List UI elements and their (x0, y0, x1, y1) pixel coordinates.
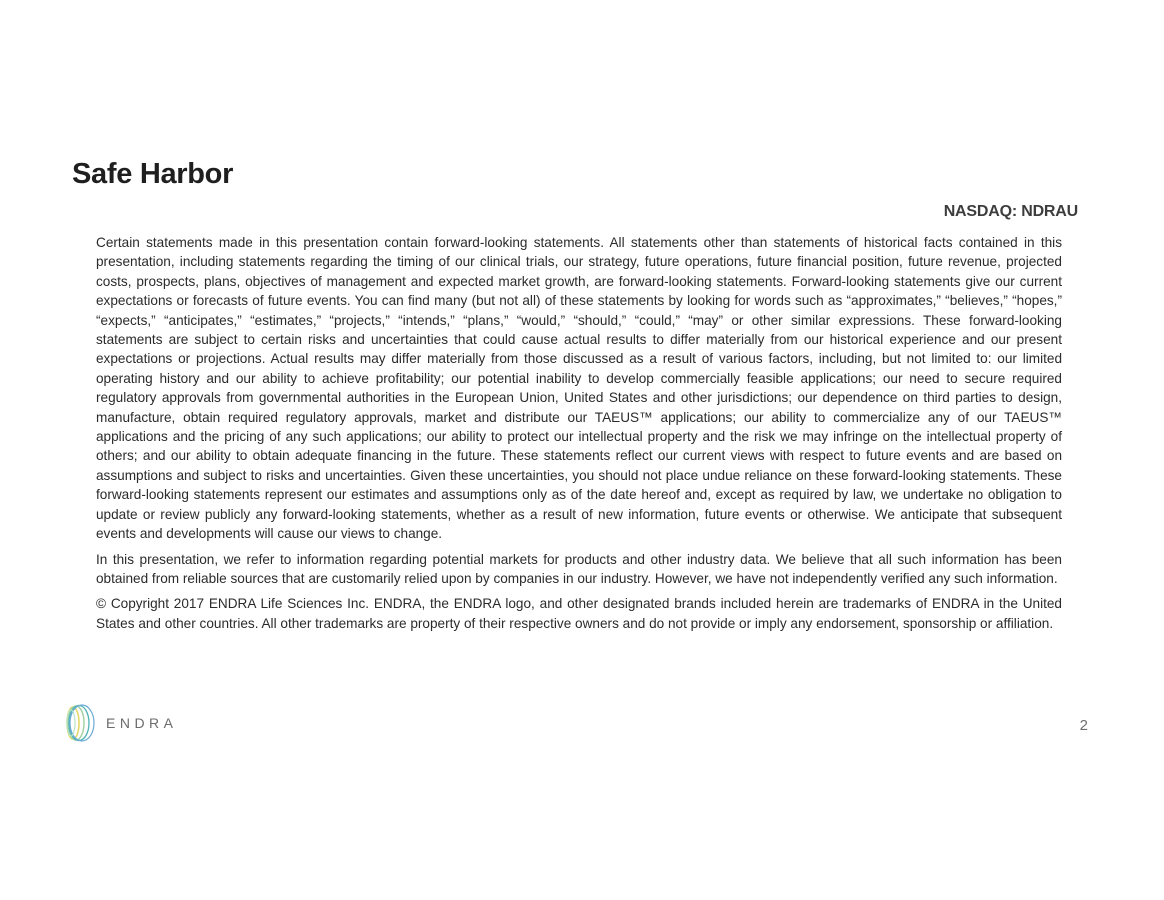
copyright-paragraph: © Copyright 2017 ENDRA Life Sciences Inc. ENDRA, the ENDRA logo, and other designated brands included herein are trademarks of ENDRA in the United States and other countries. All other trademarks are property of their respective owners and do not provide or imply any endorsement, sponsorship or affiliation. (96, 596, 1062, 631)
endra-rings-logo-icon (64, 704, 96, 742)
page-number: 2 (1079, 717, 1088, 734)
forward-looking-paragraph: Certain statements made in this presentation contain forward-looking statements. All statements other than statements of historical facts contained in this presentation, including statements regarding the timing of our clinical trials, our strategy, future operations, future financial position, future revenue, projected costs, prospects, plans, objectives of management and expected market growth, are forward-looking statements. Forward-looking statements give our current expectations or forecasts of future events. You can find many (but not all) of these statements by looking for words such as “approximates,” “believes,” “hopes,” “expects,” “anticipates,” “estimates,” “projects,” “intends,” “plans,” “would,” “should,” “could,” “may” or other similar expressions. These forward-looking statements are subject to certain risks and uncertainties that could cause actual results to differ materially from our historical experience and our present expectations or projections. Actual results may differ materially from those discussed as a result of various factors, including, but not limited to: our limited operating history and our ability to achieve profitability; our potential inability to develop commercially feasible applications; our need to secure required regulatory approvals from governmental authorities in the European Union, United States and other jurisdictions; our dependence on third parties to design, manufacture, obtain required regulatory approvals, market and distribute our TAEUS™ applications; our ability to commercialize any of our TAEUS™ applications and the pricing of any such applications; our ability to protect our intellectual property and the risk we may infringe on the intellectual property of others; and our ability to obtain adequate financing in the future. These statements reflect our current views with respect to future events and are based on assumptions and subject to risks and uncertainties. Given these uncertainties, you should not place undue reliance on these forward-looking statements. These forward-looking statements represent our estimates and assumptions only as of the date hereof and, except as required by law, we undertake no obligation to update or review publicly any forward-looking statements, whether as a result of new information, future events or otherwise. We anticipate that subsequent events and developments will cause our views to change. (96, 235, 1062, 542)
logo-wordmark: ENDRA (106, 715, 178, 731)
ticker-symbol: NASDAQ: NDRAU (943, 203, 1078, 220)
slide-title: Safe Harbor (72, 158, 234, 190)
endra-logo (64, 704, 178, 742)
industry-data-paragraph: In this presentation, we refer to information regarding potential markets for products and other industry data. We believe that all such information has been obtained from reliable sources that are customarily relied upon by companies in our industry. However, we have not independently verified any such information. (96, 551, 1062, 586)
safe-harbor-body (96, 233, 1062, 639)
